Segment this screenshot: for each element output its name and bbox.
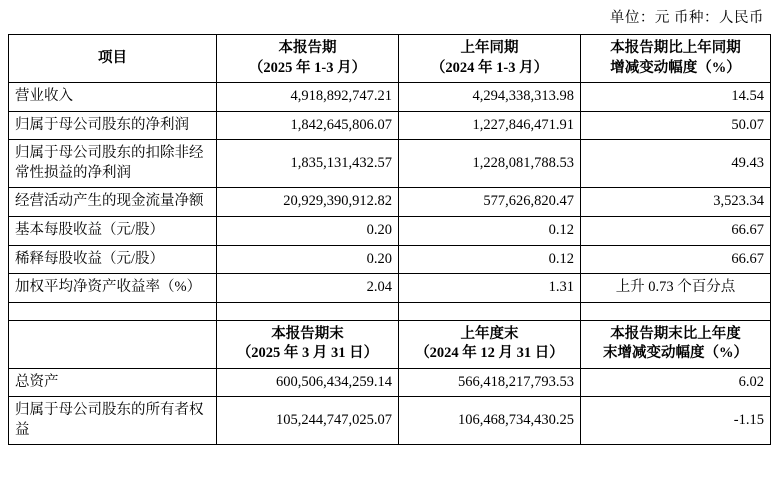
header-current-period-line1: 本报告期 <box>278 40 337 56</box>
row-label: 归属于母公司股东的扣除非经常性损益的净利润 <box>9 140 217 188</box>
row-current-value: 600,506,434,259.14 <box>217 368 399 397</box>
row-label: 加权平均净资产收益率（%） <box>9 274 217 303</box>
row-previous-value: 4,294,338,313.98 <box>399 83 581 112</box>
row-change-value: 6.02 <box>581 368 771 397</box>
row-previous-value: 0.12 <box>399 245 581 274</box>
header-change-end-line2: 末增减变动幅度（%） <box>603 345 748 362</box>
header-previous-period <box>399 35 581 83</box>
row-change-value: 14.54 <box>581 83 771 112</box>
row-change-value: 50.07 <box>581 111 771 140</box>
row-label: 总资产 <box>9 368 217 397</box>
divider-cell <box>399 302 581 320</box>
financial-summary-table <box>8 34 771 445</box>
header-change-end <box>581 320 771 368</box>
row-previous-value: 577,626,820.47 <box>399 188 581 217</box>
table-header-row-period <box>9 35 771 83</box>
header-change-period-line2: 增减变动幅度（%） <box>610 59 741 76</box>
row-current-value: 1,842,645,806.07 <box>217 111 399 140</box>
row-change-value: 49.43 <box>581 140 771 188</box>
row-label: 基本每股收益（元/股） <box>9 216 217 245</box>
table-row <box>9 111 771 140</box>
table-header-row-balance <box>9 320 771 368</box>
row-label: 稀释每股收益（元/股） <box>9 245 217 274</box>
row-previous-value: 566,418,217,793.53 <box>399 368 581 397</box>
divider-cell <box>9 302 217 320</box>
row-change-value: 66.67 <box>581 245 771 274</box>
header-previous-period-line2: （2024 年 1-3 月） <box>430 59 549 76</box>
row-current-value: 20,929,390,912.82 <box>217 188 399 217</box>
row-label: 营业收入 <box>9 83 217 112</box>
row-previous-value: 1,227,846,471.91 <box>399 111 581 140</box>
table-row <box>9 397 771 445</box>
divider-cell <box>581 302 771 320</box>
header-change-end-line1: 本报告期末比上年度 <box>610 325 741 342</box>
table-row <box>9 83 771 112</box>
header-current-period <box>217 35 399 83</box>
row-previous-value: 1.31 <box>399 274 581 303</box>
header-current-period-line2: （2025 年 1-3 月） <box>248 59 367 76</box>
row-current-value: 1,835,131,432.57 <box>217 140 399 188</box>
row-current-value: 0.20 <box>217 245 399 274</box>
row-change-value: 3,523.34 <box>581 188 771 217</box>
row-previous-value: 1,228,081,788.53 <box>399 140 581 188</box>
row-label: 归属于母公司股东的净利润 <box>9 111 217 140</box>
table-row <box>9 274 771 303</box>
table-row <box>9 216 771 245</box>
header-current-end-line1: 本报告期末 <box>271 325 344 342</box>
header-previous-end <box>399 320 581 368</box>
table-row <box>9 188 771 217</box>
header-previous-end-line1: 上年度末 <box>460 325 519 342</box>
row-current-value: 2.04 <box>217 274 399 303</box>
row-current-value: 4,918,892,747.21 <box>217 83 399 112</box>
row-change-value: 上升 0.73 个百分点 <box>581 274 771 303</box>
header-previous-end-line2: （2024 年 12 月 31 日） <box>415 345 564 362</box>
row-change-value: 66.67 <box>581 216 771 245</box>
divider-cell <box>217 302 399 320</box>
row-previous-value: 0.12 <box>399 216 581 245</box>
row-previous-value: 106,468,734,430.25 <box>399 397 581 445</box>
table-section-divider <box>9 302 771 320</box>
table-row <box>9 245 771 274</box>
header-change-period <box>581 35 771 83</box>
header-current-end <box>217 320 399 368</box>
row-label: 归属于母公司股东的所有者权益 <box>9 397 217 445</box>
row-current-value: 0.20 <box>217 216 399 245</box>
row-label: 经营活动产生的现金流量净额 <box>9 188 217 217</box>
header-previous-period-line1: 上年同期 <box>460 40 519 56</box>
header-item: 项目 <box>9 35 217 83</box>
unit-currency-note: 单位：元 币种：人民币 <box>609 10 764 26</box>
table-row <box>9 140 771 188</box>
header-current-end-line2: （2025 年 3 月 31 日） <box>236 345 379 362</box>
table-row <box>9 368 771 397</box>
row-change-value: -1.15 <box>581 397 771 445</box>
header-item-balance <box>9 320 217 368</box>
header-change-period-line1: 本报告期比上年同期 <box>610 40 741 56</box>
row-current-value: 105,244,747,025.07 <box>217 397 399 445</box>
